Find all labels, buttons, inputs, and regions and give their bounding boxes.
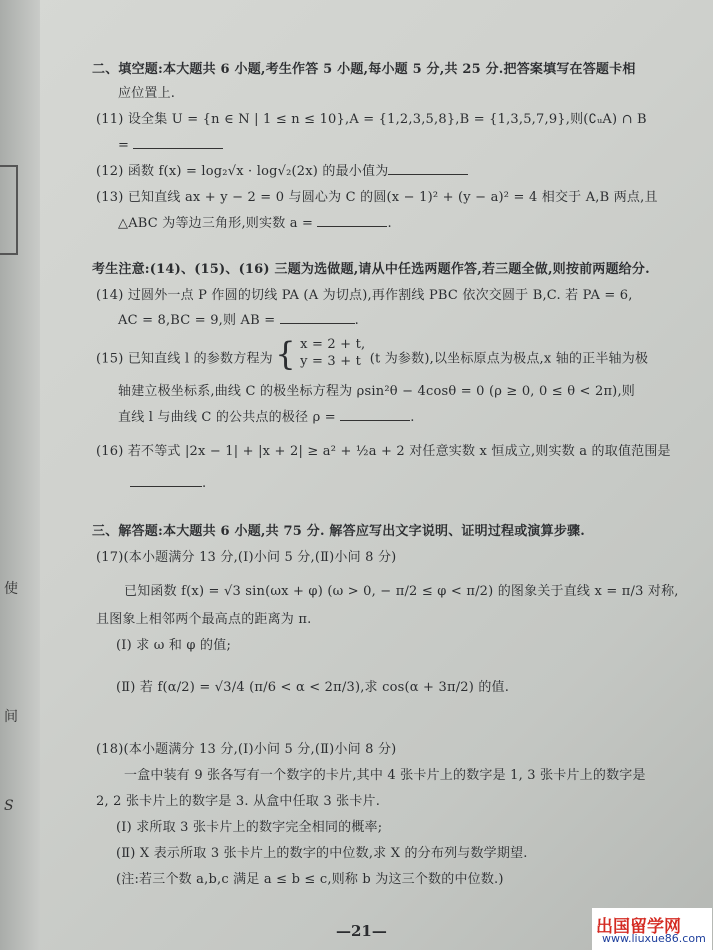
- q15-system: [300, 336, 365, 370]
- q13-line2: △ABC 为等边三角形,则实数 a = .: [118, 216, 392, 231]
- q18-head: (18)(本小题满分 13 分,(Ⅰ)小问 5 分,(Ⅱ)小问 8 分): [96, 742, 397, 757]
- q18-part1: (Ⅰ) 求所取 3 张卡片上的数字完全相同的概率;: [116, 820, 383, 835]
- q12-text: (12) 函数 f(x) = log₂√x · log√₂(2x) 的最小值为: [96, 164, 389, 179]
- q16-line2: [130, 476, 206, 492]
- page-number: —21—: [336, 922, 387, 940]
- q15-line2: 轴建立极坐标系,曲线 C 的极坐标方程为 ρsin²θ − 4cosθ = 0 (ρ ≥ 0, 0 ≤ θ < 2π),则: [118, 384, 635, 399]
- q17-part1: (Ⅰ) 求 ω 和 φ 的值;: [116, 638, 232, 653]
- q11-line2: [118, 138, 223, 154]
- q17-body2: 且图象上相邻两个最高点的距离为 π.: [96, 612, 312, 627]
- q14-line2: AC = 8,BC = 9,则 AB = .: [118, 313, 359, 328]
- watermark-title: 出国留学网: [596, 917, 681, 937]
- q15-blank: [340, 410, 410, 421]
- q14-text: AC = 8,BC = 9,则 AB =: [118, 313, 276, 328]
- q18-part2: (Ⅱ) X 表示所取 3 张卡片上的数字的中位数,求 X 的分布列与数学期望.: [116, 846, 528, 861]
- q18-note: (注:若三个数 a,b,c 满足 a ≤ b ≤ c,则称 b 为这三个数的中位数.): [116, 872, 504, 887]
- q15-text: (15) 已知直线 l 的参数方程为: [96, 351, 273, 367]
- q16-period: .: [202, 476, 207, 491]
- q18-body: 一盒中装有 9 张各写有一个数字的卡片,其中 4 张卡片上的数字是 1, 3 张卡片上的数字是: [124, 768, 646, 783]
- elective-note: 考生注意:(14)、(15)、(16) 三题为选做题,请从中任选两题作答,若三题全做,则按前两题给分.: [92, 262, 650, 277]
- q15-sys1: x = 2 + t,: [300, 337, 366, 352]
- margin-char-2: 间: [4, 709, 18, 725]
- section2-header: 二、填空题:本大题共 6 小题,考生作答 5 小题,每小题 5 分,共 25 分.把答案填写在答题卡相: [92, 62, 636, 77]
- q13-line1: (13) 已知直线 ax + y − 2 = 0 与圆心为 C 的圆(x − 1)² + (y − a)² = 4 相交于 A,B 两点,且: [96, 190, 658, 205]
- q17-body: 已知函数 f(x) = √3 sin(ωx + φ) (ω > 0, − π/2 ≤ φ < π/2) 的图象关于直线 x = π/3 对称,: [124, 584, 679, 599]
- q11-eq: =: [118, 138, 134, 153]
- q13-text: △ABC 为等边三角形,则实数 a =: [118, 216, 314, 231]
- q17-part2: (Ⅱ) 若 f(α/2) = √3/4 (π/6 < α < 2π/3),求 cos(α + 3π/2) 的值.: [116, 680, 510, 695]
- q16-blank: [130, 476, 202, 487]
- q17-head: (17)(本小题满分 13 分,(Ⅰ)小问 5 分,(Ⅱ)小问 8 分): [96, 550, 397, 565]
- q14-blank: [280, 313, 355, 324]
- margin-char-1: 使: [4, 581, 18, 597]
- section3-header: 三、解答题:本大题共 6 小题,共 75 分. 解答应写出文字说明、证明过程或演算步骤.: [92, 524, 585, 539]
- q15-line3: 直线 l 与曲线 C 的公共点的极径 ρ = .: [118, 410, 415, 425]
- q15-text3: 直线 l 与曲线 C 的公共点的极径 ρ =: [118, 410, 336, 425]
- q15-line1: [96, 335, 649, 373]
- q15-brace: {: [275, 335, 296, 373]
- q11-blank: [133, 138, 223, 149]
- watermark-url: www.liuxue86.com: [602, 932, 706, 945]
- q15-text-cont: (t 为参数),以坐标原点为极点,x 轴的正半轴为极: [369, 351, 649, 367]
- margin-char-3: S: [4, 798, 14, 814]
- q14-line1: (14) 过圆外一点 P 作圆的切线 PA (A 为切点),再作割线 PBC 依次交圆于 B,C. 若 PA = 6,: [96, 288, 633, 303]
- q15-sys2: y = 3 + t: [300, 354, 362, 369]
- section2-header-cont: 应位置上.: [118, 86, 176, 101]
- q18-body2: 2, 2 张卡片上的数字是 3. 从盒中任取 3 张卡片.: [96, 794, 381, 809]
- q16-line1: (16) 若不等式 |2x − 1| + |x + 2| ≥ a² + ½a + 2 对任意实数 x 恒成立,则实数 a 的取值范围是: [96, 444, 671, 459]
- q11-line1: (11) 设全集 U = {n ∈ N | 1 ≤ n ≤ 10},A = {1,2,3,5,8},B = {1,3,5,7,9},则(∁ᵤA) ∩ B: [96, 112, 647, 127]
- q13-blank: [317, 216, 387, 227]
- q12-line: [96, 164, 468, 180]
- q12-blank: [388, 164, 468, 175]
